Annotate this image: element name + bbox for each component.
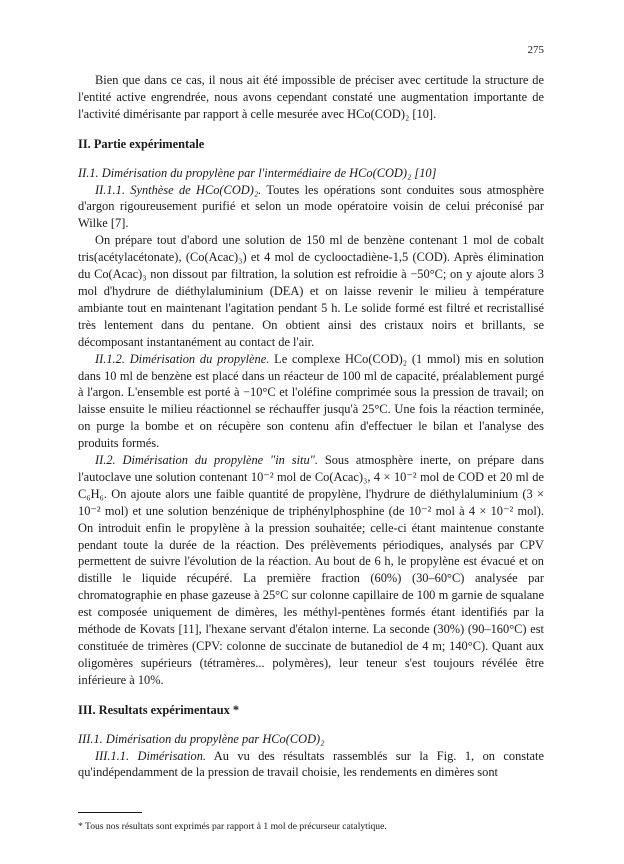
section-2-title: II. Partie expérimentale — [78, 136, 205, 151]
section-3-title: III. Resultats expérimentaux * — [78, 702, 240, 717]
subsection-3-1-1-text: Au vu des résultats rassemblés sur la Fig. 1, on constate qu'indépendamment de la pression de travail choisie, les rendements en dimères sont — [78, 748, 545, 780]
footnote-divider — [78, 812, 142, 813]
footnote: * Tous nos résultats sont exprimés par rapport à 1 mol de précurseur catalytique. — [78, 821, 387, 832]
subsection-3-1-title: III.1. Dimérisation du propylène par HCo(COD)₂ — [78, 731, 325, 746]
subsection-2-1-title: II.1. Dimérisation du propylène par l'intermédiaire de HCo(COD)₂ [10] — [78, 165, 437, 180]
subsection-2-1-2-title: II.1.2. Dimérisation du propylène. — [95, 351, 270, 366]
article-body — [78, 72, 544, 781]
subsection-2-1-1-text: Toutes les opérations sont conduites sous atmosphère d'argon rigoureusement purifié et selon un mode opératoire voisin de celui préconisé par Wilke [7]. — [78, 182, 544, 231]
subsection-3-1-1-paragraph — [78, 748, 544, 782]
subsection-2-2-title: II.2. Dimérisation du propylène "in situ". — [95, 453, 318, 468]
subsection-2-2-paragraph — [78, 452, 544, 689]
subsection-2-1-2-paragraph — [78, 351, 544, 452]
page-number: 275 — [527, 44, 544, 56]
subsection-2-2-text: Sous atmosphère inerte, on prépare dans l'autoclave une solution contenant 10⁻² mol de Co(Acac)₃, 4 × 10⁻² mol de COD et 20 ml de C₆H₆. On ajoute alors une faible quantité de propylène, l'hydrure de diéthylaluminium (3 × 10⁻² mol) et une solution benzénique de triphénylphosphine (de 10⁻² mol à 4 × 10⁻² mol). On introduit enfin le propylène à la pression souhaitée; celle-ci étant maintenue constante pendant toute la durée de la réaction. Des prélèvements périodiques, analysés par CPV permettent de suivre l'évolution de la réaction. Au bout de 6 h, le propylène est évacué et on distille le liquide récupéré. La première fraction (60%) (30–60°C) analysée par chromatographie en phase gazeuse à 25°C sur colonne capillaire de 100 m garnie de squalane est composée uniquement de dimères, les méthyl-pentènes formés étant identifiés par la méthode de Kovats [11], l'hexane servant d'étalon interne. La seconde (30%) (90–160°C) est constituée de trimères (CPV: colonne de succinate de butanediol de 4 m; 140°C). Quant aux oligomères supérieurs (tétramères... polymères), leur teneur s'est toujours révélée être inférieure à 10%. — [78, 453, 544, 687]
subsection-2-1-2-text: Le complexe HCo(COD)₂ (1 mmol) mis en solution dans 10 ml de benzène est placé dans un réacteur de 100 ml de capacité, préalablement purgé à l'argon. L'ensemble est porté à −10°C et l'oléfine comprimée sous la pression de travail; on laisse ensuite le milieu réactionnel se réchauffer jusqu'à 25°C. Une fois la réaction terminée, on purge la bombe et on récupère son contenu afin d'effectuer le bilan et l'analyse des produits formés. — [78, 351, 544, 451]
subsection-3-1-1-title: III.1.1. Dimérisation. — [95, 748, 207, 763]
subsection-2-1-1-title: II.1.1. Synthèse de HCo(COD)₂. — [95, 182, 262, 197]
subsection-2-1-1-paragraph — [78, 182, 544, 233]
intro-paragraph: Bien que dans ce cas, il nous ait été impossible de préciser avec certitude la structure de l'entité active engrendrée, nous avons cependant constaté une augmentation importante de l'activité dimérisante par rapport à celle mesurée avec HCo(COD)₂ [10]. — [78, 73, 544, 121]
synthesis-procedure-paragraph: On prépare tout d'abord une solution de 150 ml de benzène contenant 1 mol de cobalt tris(acétylacétonate), (Co(Acac)₃) et 4 mol de cyclooctadiène-1,5 (COD). Après élimination du Co(Acac)₃ non dissout par filtration, la solution est refroidie à −50°C; on y ajoute alors 3 mol d'hydrure de diéthylaluminium (DEA) et on laisse revenir le milieu à température ambiante tout en maintenant l'agitation pendant 5 h. Le solide formé est filtré et recristallisé très lentement dans du pentane. On obtient ainsi des cristaux noirs et brillants, se décomposant instantanément au contact de l'air. — [78, 233, 544, 349]
journal-page — [78, 0, 544, 864]
